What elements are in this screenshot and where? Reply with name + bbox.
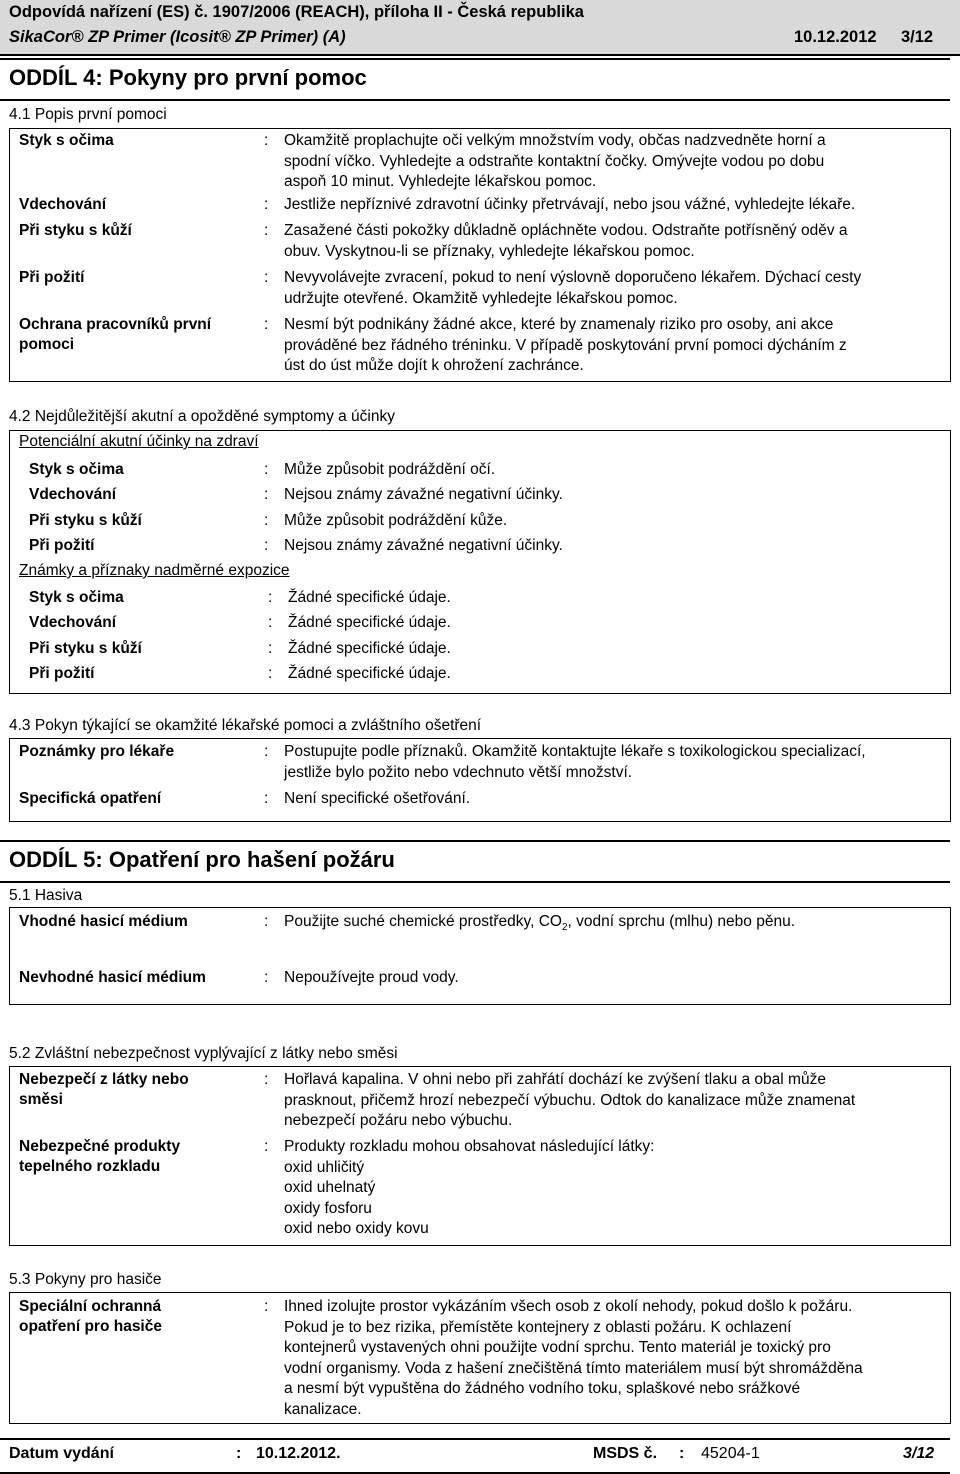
item-label: Při požití <box>29 665 95 682</box>
section4-title-bar <box>0 58 950 101</box>
item-colon: : <box>268 614 273 631</box>
item-label: Při požití <box>29 537 95 554</box>
item-value: Nejsou známy závažné negativní účinky. <box>284 537 563 554</box>
item-colon: : <box>264 461 269 478</box>
item-colon: : <box>264 1138 269 1155</box>
item-colon: : <box>264 222 269 239</box>
item-value: Okamžitě proplachujte oči velkým množstvím vody, občas nadzvedněte horní a spodní víčko. Vyhledejte a odstraňte kontaktní čočky. Omývejte vodou po dobu aspoň 10 minut. Vyhledejte lékařskou pomoc. <box>284 132 826 190</box>
section5-title: ODDÍL 5: Opatření pro hašení požáru <box>9 847 395 872</box>
item-colon: : <box>264 790 269 807</box>
issue-date-colon: : <box>236 1445 242 1462</box>
subsection-4-1-heading: 4.1 Popis první pomoci <box>9 106 167 123</box>
item-label: Vdechování <box>29 486 116 503</box>
subsection-4-2-heading: 4.2 Nejdůležitější akutní a opožděné symptomy a účinky <box>9 408 395 425</box>
item-value: Hořlavá kapalina. V ohni nebo při zahřátí dochází ke zvýšení tlaku a obal může prasknout, přičemž hrozí nebezpečí výbuchu. Odtok do kanalizace může znamenat nebezpečí požáru nebo výbuchu. <box>284 1071 856 1129</box>
item-value: Žádné specifické údaje. <box>288 589 451 606</box>
section4-title: ODDÍL 4: Pokyny pro první pomoc <box>9 65 367 90</box>
item-colon: : <box>264 486 269 503</box>
item-label: Poznámky pro lékaře <box>19 743 175 760</box>
item-colon: : <box>264 913 269 930</box>
item-value: Produkty rozkladu mohou obsahovat následující látky: oxid uhličitý oxid uhelnatý oxidy fosforu oxid nebo oxidy kovu <box>284 1138 655 1237</box>
item-label: Nebezpečné produkty tepelného rozkladu <box>19 1138 181 1175</box>
item-value: Nejsou známy závažné negativní účinky. <box>284 486 563 503</box>
item-colon: : <box>264 512 269 529</box>
item-colon: : <box>264 743 269 760</box>
item-colon: : <box>264 1298 269 1315</box>
item-value: Jestliže nepříznivé zdravotní účinky přetrvávají, nebo jsou vážné, vyhledejte lékaře. <box>284 196 856 213</box>
footer-page-number: 3/12 <box>903 1445 935 1462</box>
item-colon: : <box>264 969 269 986</box>
item-label: Styk s očima <box>29 589 124 606</box>
item-label: Styk s očima <box>19 132 114 149</box>
item-colon: : <box>268 589 273 606</box>
item-value: Ihned izolujte prostor vykázáním všech osob z okolí nehody, pokud došlo k požáru. Pokud je to bez rizika, přemístěte kontejnery z oblasti požáru. K ochlazení kontejnerů vystavených ohni použijte vodní sprchu. Tento materiál je toxický pro vodní organismy. Voda z hašení znečištěná tímto materiálem musí být shromážděna a nesmí být vypuštěna do žádného vodního toku, splaškové nebo srážkové kanalizace. <box>284 1298 863 1418</box>
issue-date-label: Datum vydání <box>9 1445 114 1462</box>
msds-colon: : <box>679 1445 685 1462</box>
msds-label: MSDS č. <box>593 1445 658 1462</box>
item-value: Nevyvolávejte zvracení, pokud to není výslovně doporučeno lékařem. Dýchací cesty udržujte otevřené. Okamžitě vyhledejte lékařskou pomoc. <box>284 269 862 307</box>
item-label: Speciální ochranná opatření pro hasiče <box>19 1298 162 1335</box>
item-value: Může způsobit podráždění očí. <box>284 461 496 478</box>
msds-number: 45204-1 <box>701 1445 760 1462</box>
item-value: Žádné specifické údaje. <box>288 665 451 682</box>
item-colon: : <box>268 665 273 682</box>
item-label: Vhodné hasicí médium <box>19 913 188 930</box>
item-label: Vdechování <box>29 614 116 631</box>
regulation-line: Odpovídá nařízení (ES) č. 1907/2006 (REACH), příloha II - Česká republika <box>9 3 584 21</box>
item-label: Vdechování <box>19 196 106 213</box>
acute-effects-heading: Potenciální akutní účinky na zdraví <box>19 433 259 450</box>
item-label: Styk s očima <box>29 461 124 478</box>
product-name: SikaCor® ZP Primer (Icosit® ZP Primer) (A) <box>9 28 346 46</box>
item-colon: : <box>264 132 269 149</box>
item-value: Může způsobit podráždění kůže. <box>284 512 508 529</box>
item-value: Žádné specifické údaje. <box>288 640 451 657</box>
item-label: Při styku s kůží <box>29 512 142 529</box>
section5-title-bar <box>0 840 950 883</box>
item-value: Nepoužívejte proud vody. <box>284 969 459 986</box>
subsection-5-2-heading: 5.2 Zvláštní nebezpečnost vyplývající z látky nebo směsi <box>9 1045 398 1062</box>
item-value: Postupujte podle příznaků. Okamžitě kontaktujte lékaře s toxikologickou specializací, jestliže bylo požito nebo vdechnuto větší množství. <box>284 743 866 781</box>
item-label: Při požití <box>19 269 85 286</box>
item-colon: : <box>264 196 269 213</box>
item-value: Použijte suché chemické prostředky, $CO_2$, vodní sprchu (mlhu) nebo pěnu. <box>284 913 795 934</box>
subsection-5-1-heading: 5.1 Hasiva <box>9 887 83 904</box>
item-colon: : <box>264 316 269 333</box>
item-value: Zasažené části pokožky důkladně opláchněte vodou. Odstraňte potřísněný oděv a obuv. Vyskytnou-li se příznaky, vyhledejte lékařskou pomoc. <box>284 222 848 260</box>
item-label: Nebezpečí z látky nebo směsi <box>19 1071 189 1108</box>
header-date: 10.12.2012 <box>794 28 877 46</box>
header-page-number: 3/12 <box>901 28 934 46</box>
item-colon: : <box>268 640 273 657</box>
item-label: Nevhodné hasicí médium <box>19 969 206 986</box>
item-label: Při styku s kůží <box>19 222 132 239</box>
item-colon: : <box>264 537 269 554</box>
item-colon: : <box>264 1071 269 1088</box>
subsection-4-3-heading: 4.3 Pokyn týkající se okamžité lékařské pomoci a zvláštního ošetření <box>9 717 482 734</box>
page-header <box>0 0 960 56</box>
page-footer <box>0 1438 950 1474</box>
item-value: Žádné specifické údaje. <box>288 614 451 631</box>
issue-date-value: 10.12.2012. <box>256 1445 341 1462</box>
item-label: Specifická opatření <box>19 790 162 807</box>
subsection-5-3-heading: 5.3 Pokyny pro hasiče <box>9 1271 162 1288</box>
item-label: Ochrana pracovníků první pomoci <box>19 316 212 353</box>
item-label: Při styku s kůží <box>29 640 142 657</box>
item-value: Nesmí být podnikány žádné akce, které by znamenaly riziko pro osoby, ani akce prováděné bez řádného tréninku. V případě poskytování první pomoci dýcháním z úst do úst může dojít k ohrožení zachránce. <box>284 316 847 374</box>
item-colon: : <box>264 269 269 286</box>
item-value: Není specifické ošetřování. <box>284 790 471 807</box>
exposure-signs-heading: Známky a příznaky nadměrné expozice <box>19 562 290 579</box>
